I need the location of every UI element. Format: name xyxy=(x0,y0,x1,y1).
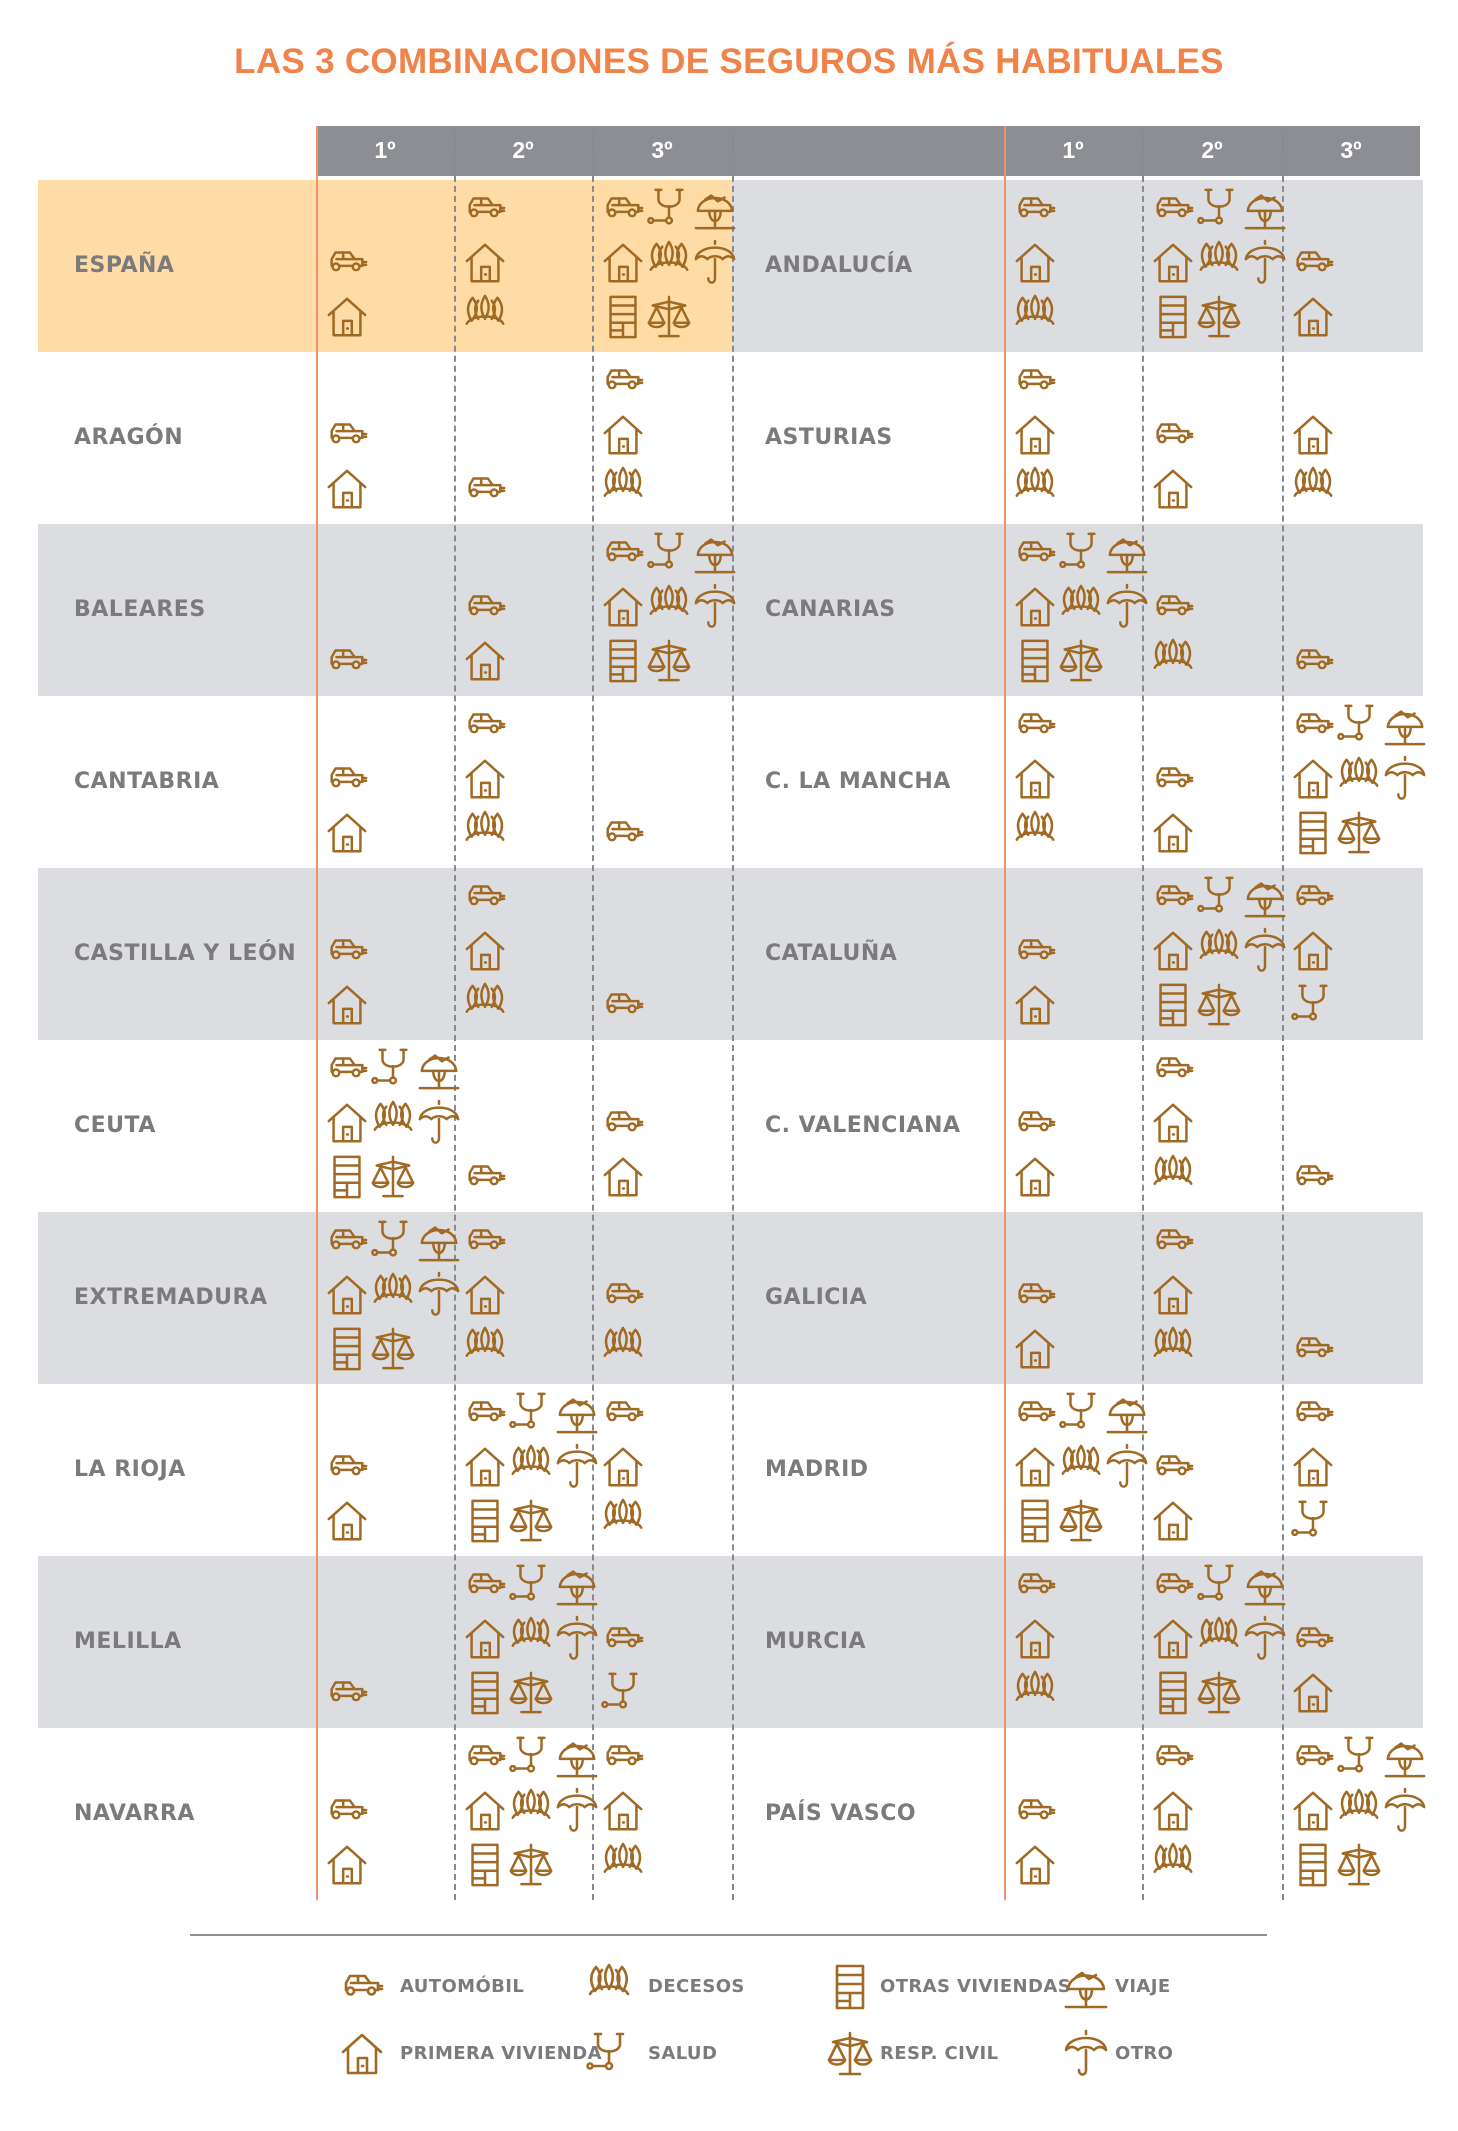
region-label: CANARIAS xyxy=(765,597,896,622)
region-label: EXTREMADURA xyxy=(74,1285,268,1310)
house-icon xyxy=(1012,412,1058,458)
legend-building-icon xyxy=(826,1963,874,2011)
car-icon xyxy=(324,928,370,974)
house-icon xyxy=(1290,412,1336,458)
health-icon xyxy=(1336,1734,1382,1780)
car-icon xyxy=(462,186,508,232)
health-icon xyxy=(1196,1562,1242,1608)
decesos-icon xyxy=(508,1616,554,1662)
car-icon xyxy=(1290,702,1336,748)
legend-scales-icon xyxy=(826,2030,874,2078)
scales-icon xyxy=(508,1842,554,1888)
decesos-icon xyxy=(600,1842,646,1888)
travel-icon xyxy=(416,1046,462,1092)
health-icon xyxy=(1196,186,1242,232)
legend-health-icon xyxy=(585,2030,633,2078)
decesos-icon xyxy=(1196,240,1242,286)
legend-label: PRIMERA VIVIENDA xyxy=(400,2043,602,2064)
decesos-icon xyxy=(462,294,508,340)
car-icon xyxy=(1012,358,1058,404)
car-icon xyxy=(600,1616,646,1662)
legend-label: OTRO xyxy=(1115,2043,1174,2064)
car-icon xyxy=(462,1390,508,1436)
scales-icon xyxy=(508,1670,554,1716)
travel-icon xyxy=(554,1390,600,1436)
car-icon xyxy=(1290,874,1336,920)
region-label: C. VALENCIANA xyxy=(765,1113,961,1138)
car-icon xyxy=(1150,874,1196,920)
car-icon xyxy=(1290,240,1336,286)
column-divider xyxy=(454,126,456,1900)
car-icon xyxy=(1150,1218,1196,1264)
building-icon xyxy=(462,1670,508,1716)
scales-icon xyxy=(1336,810,1382,856)
house-icon xyxy=(324,1842,370,1888)
umbrella-icon xyxy=(416,1272,462,1318)
car-icon xyxy=(1012,530,1058,576)
umbrella-icon xyxy=(1242,1616,1288,1662)
column-header: 1º xyxy=(374,137,396,163)
decesos-icon xyxy=(1012,1670,1058,1716)
umbrella-icon xyxy=(1382,1788,1428,1834)
car-icon xyxy=(462,1218,508,1264)
house-icon xyxy=(1150,810,1196,856)
decesos-icon xyxy=(508,1444,554,1490)
region-label: GALICIA xyxy=(765,1285,868,1310)
region-label: ANDALUCÍA xyxy=(765,253,913,278)
region-label: PAÍS VASCO xyxy=(765,1801,917,1826)
house-icon xyxy=(462,1788,508,1834)
car-icon xyxy=(462,466,508,512)
decesos-icon xyxy=(1290,466,1336,512)
region-label: ESPAÑA xyxy=(74,253,175,278)
car-icon xyxy=(324,1444,370,1490)
house-icon xyxy=(600,412,646,458)
building-icon xyxy=(1012,638,1058,684)
decesos-icon xyxy=(600,1326,646,1372)
travel-icon xyxy=(692,530,738,576)
building-icon xyxy=(1290,810,1336,856)
decesos-icon xyxy=(1150,1154,1196,1200)
legend-travel-icon xyxy=(1062,1963,1110,2011)
car-icon xyxy=(324,1670,370,1716)
travel-icon xyxy=(692,186,738,232)
building-icon xyxy=(1150,1670,1196,1716)
house-icon xyxy=(462,1272,508,1318)
house-icon xyxy=(600,240,646,286)
region-label: CANTABRIA xyxy=(74,769,220,794)
car-icon xyxy=(600,530,646,576)
house-icon xyxy=(1150,240,1196,286)
decesos-icon xyxy=(600,1498,646,1544)
house-icon xyxy=(1290,756,1336,802)
legend-umbrella-icon xyxy=(1062,2030,1110,2078)
decesos-icon xyxy=(462,1326,508,1372)
building-icon xyxy=(324,1154,370,1200)
house-icon xyxy=(1012,982,1058,1028)
house-icon xyxy=(462,1616,508,1662)
region-label: ASTURIAS xyxy=(765,425,893,450)
car-icon xyxy=(1012,702,1058,748)
travel-icon xyxy=(1104,530,1150,576)
car-icon xyxy=(462,1734,508,1780)
car-icon xyxy=(324,756,370,802)
car-icon xyxy=(1012,1100,1058,1146)
umbrella-icon xyxy=(554,1788,600,1834)
house-icon xyxy=(1150,1788,1196,1834)
house-icon xyxy=(462,756,508,802)
umbrella-icon xyxy=(1104,1444,1150,1490)
travel-icon xyxy=(554,1562,600,1608)
car-icon xyxy=(1290,1390,1336,1436)
decesos-icon xyxy=(646,584,692,630)
car-icon xyxy=(1012,1562,1058,1608)
house-icon xyxy=(1290,1788,1336,1834)
region-label: LA RIOJA xyxy=(74,1457,186,1482)
legend-label: RESP. CIVIL xyxy=(880,2043,999,2064)
health-icon xyxy=(1290,982,1336,1028)
house-icon xyxy=(1150,1100,1196,1146)
health-icon xyxy=(646,530,692,576)
building-icon xyxy=(462,1842,508,1888)
umbrella-icon xyxy=(1382,756,1428,802)
scales-icon xyxy=(1196,294,1242,340)
decesos-icon xyxy=(1196,1616,1242,1662)
house-icon xyxy=(600,584,646,630)
house-icon xyxy=(1290,1444,1336,1490)
house-icon xyxy=(1290,928,1336,974)
umbrella-icon xyxy=(1242,240,1288,286)
house-icon xyxy=(1290,1670,1336,1716)
car-icon xyxy=(1150,1734,1196,1780)
decesos-icon xyxy=(370,1100,416,1146)
legend-label: AUTOMÓBIL xyxy=(400,1976,525,1997)
legend-label: OTRAS VIVIENDAS xyxy=(880,1976,1072,1997)
house-icon xyxy=(324,466,370,512)
decesos-icon xyxy=(1150,1842,1196,1888)
house-icon xyxy=(600,1444,646,1490)
column-divider xyxy=(1004,126,1006,1900)
travel-icon xyxy=(1242,874,1288,920)
region-label: C. LA MANCHA xyxy=(765,769,951,794)
column-header: 1º xyxy=(1062,137,1084,163)
region-label: MURCIA xyxy=(765,1629,867,1654)
umbrella-icon xyxy=(1242,928,1288,974)
house-icon xyxy=(1012,1842,1058,1888)
umbrella-icon xyxy=(416,1100,462,1146)
health-icon xyxy=(600,1670,646,1716)
house-icon xyxy=(1012,1326,1058,1372)
building-icon xyxy=(1290,1842,1336,1888)
car-icon xyxy=(600,186,646,232)
travel-icon xyxy=(1242,186,1288,232)
house-icon xyxy=(324,982,370,1028)
travel-icon xyxy=(1382,1734,1428,1780)
decesos-icon xyxy=(370,1272,416,1318)
region-label: NAVARRA xyxy=(74,1801,195,1826)
region-label: MELILLA xyxy=(74,1629,182,1654)
health-icon xyxy=(508,1390,554,1436)
scales-icon xyxy=(1196,982,1242,1028)
travel-icon xyxy=(1382,702,1428,748)
health-icon xyxy=(1290,1498,1336,1544)
building-icon xyxy=(1012,1498,1058,1544)
building-icon xyxy=(462,1498,508,1544)
house-icon xyxy=(1012,1444,1058,1490)
scales-icon xyxy=(646,638,692,684)
scales-icon xyxy=(370,1326,416,1372)
car-icon xyxy=(600,810,646,856)
car-icon xyxy=(1150,584,1196,630)
house-icon xyxy=(1150,1272,1196,1318)
scales-icon xyxy=(1336,1842,1382,1888)
legend-divider xyxy=(190,1934,1267,1936)
car-icon xyxy=(600,1734,646,1780)
house-icon xyxy=(324,1498,370,1544)
house-icon xyxy=(1012,1154,1058,1200)
decesos-icon xyxy=(1150,638,1196,684)
house-icon xyxy=(1150,1616,1196,1662)
column-divider xyxy=(1142,126,1144,1900)
car-icon xyxy=(600,1100,646,1146)
region-label: MADRID xyxy=(765,1457,869,1482)
decesos-icon xyxy=(1012,294,1058,340)
building-icon xyxy=(1150,982,1196,1028)
car-icon xyxy=(1012,1272,1058,1318)
travel-icon xyxy=(554,1734,600,1780)
house-icon xyxy=(1012,1616,1058,1662)
scales-icon xyxy=(370,1154,416,1200)
car-icon xyxy=(462,1154,508,1200)
car-icon xyxy=(1150,756,1196,802)
house-icon xyxy=(1150,928,1196,974)
umbrella-icon xyxy=(554,1616,600,1662)
health-icon xyxy=(508,1734,554,1780)
house-icon xyxy=(324,1100,370,1146)
umbrella-icon xyxy=(554,1444,600,1490)
health-icon xyxy=(370,1046,416,1092)
decesos-icon xyxy=(1012,810,1058,856)
car-icon xyxy=(462,702,508,748)
building-icon xyxy=(600,638,646,684)
column-divider xyxy=(732,126,734,1900)
house-icon xyxy=(1150,1498,1196,1544)
car-icon xyxy=(324,1218,370,1264)
umbrella-icon xyxy=(1104,584,1150,630)
health-icon xyxy=(1336,702,1382,748)
column-header: 2º xyxy=(1201,137,1223,163)
decesos-icon xyxy=(508,1788,554,1834)
region-label: BALEARES xyxy=(74,597,206,622)
scales-icon xyxy=(1196,1670,1242,1716)
car-icon xyxy=(462,1562,508,1608)
umbrella-icon xyxy=(692,584,738,630)
building-icon xyxy=(324,1326,370,1372)
page-title: LAS 3 COMBINACIONES DE SEGUROS MÁS HABITUALES xyxy=(234,42,1224,81)
decesos-icon xyxy=(462,982,508,1028)
region-label: ARAGÓN xyxy=(74,425,184,450)
decesos-icon xyxy=(646,240,692,286)
column-header: 3º xyxy=(651,137,673,163)
decesos-icon xyxy=(1336,1788,1382,1834)
legend-label: SALUD xyxy=(648,2043,718,2064)
car-icon xyxy=(600,1390,646,1436)
house-icon xyxy=(1290,294,1336,340)
car-icon xyxy=(1012,186,1058,232)
decesos-icon xyxy=(1336,756,1382,802)
legend-car-icon xyxy=(338,1963,386,2011)
car-icon xyxy=(1012,1788,1058,1834)
car-icon xyxy=(1290,1326,1336,1372)
car-icon xyxy=(600,1272,646,1318)
decesos-icon xyxy=(1058,1444,1104,1490)
car-icon xyxy=(1290,1154,1336,1200)
health-icon xyxy=(646,186,692,232)
scales-icon xyxy=(1058,1498,1104,1544)
car-icon xyxy=(600,358,646,404)
car-icon xyxy=(324,240,370,286)
health-icon xyxy=(370,1218,416,1264)
decesos-icon xyxy=(1196,928,1242,974)
column-header: 2º xyxy=(512,137,534,163)
decesos-icon xyxy=(1012,466,1058,512)
car-icon xyxy=(1290,638,1336,684)
region-label: CATALUÑA xyxy=(765,941,898,966)
health-icon xyxy=(1058,1390,1104,1436)
car-icon xyxy=(324,1046,370,1092)
house-icon xyxy=(324,294,370,340)
house-icon xyxy=(1012,240,1058,286)
decesos-icon xyxy=(462,810,508,856)
legend-decesos-icon xyxy=(585,1963,633,2011)
car-icon xyxy=(1012,1390,1058,1436)
house-icon xyxy=(462,1444,508,1490)
car-icon xyxy=(1012,928,1058,974)
car-icon xyxy=(324,412,370,458)
car-icon xyxy=(1150,1444,1196,1490)
legend-house-icon xyxy=(338,2030,386,2078)
house-icon xyxy=(462,240,508,286)
column-divider xyxy=(316,126,318,1900)
car-icon xyxy=(600,982,646,1028)
car-icon xyxy=(1150,412,1196,458)
house-icon xyxy=(462,928,508,974)
house-icon xyxy=(462,638,508,684)
decesos-icon xyxy=(1058,584,1104,630)
column-header: 3º xyxy=(1340,137,1362,163)
car-icon xyxy=(462,584,508,630)
car-icon xyxy=(1290,1616,1336,1662)
car-icon xyxy=(324,638,370,684)
legend-label: VIAJE xyxy=(1115,1976,1171,1997)
health-icon xyxy=(1058,530,1104,576)
scales-icon xyxy=(646,294,692,340)
car-icon xyxy=(1290,1734,1336,1780)
scales-icon xyxy=(1058,638,1104,684)
legend-label: DECESOS xyxy=(648,1976,745,1997)
building-icon xyxy=(1150,294,1196,340)
decesos-icon xyxy=(1150,1326,1196,1372)
house-icon xyxy=(1150,466,1196,512)
car-icon xyxy=(1150,1046,1196,1092)
car-icon xyxy=(1150,1562,1196,1608)
travel-icon xyxy=(416,1218,462,1264)
house-icon xyxy=(1012,756,1058,802)
scales-icon xyxy=(508,1498,554,1544)
region-label: CEUTA xyxy=(74,1113,156,1138)
travel-icon xyxy=(1104,1390,1150,1436)
house-icon xyxy=(600,1154,646,1200)
car-icon xyxy=(462,874,508,920)
decesos-icon xyxy=(600,466,646,512)
house-icon xyxy=(324,1272,370,1318)
health-icon xyxy=(508,1562,554,1608)
car-icon xyxy=(324,1788,370,1834)
house-icon xyxy=(1012,584,1058,630)
building-icon xyxy=(600,294,646,340)
region-label: CASTILLA Y LEÓN xyxy=(74,941,297,966)
house-icon xyxy=(600,1788,646,1834)
health-icon xyxy=(1196,874,1242,920)
umbrella-icon xyxy=(692,240,738,286)
house-icon xyxy=(324,810,370,856)
car-icon xyxy=(1150,186,1196,232)
travel-icon xyxy=(1242,1562,1288,1608)
